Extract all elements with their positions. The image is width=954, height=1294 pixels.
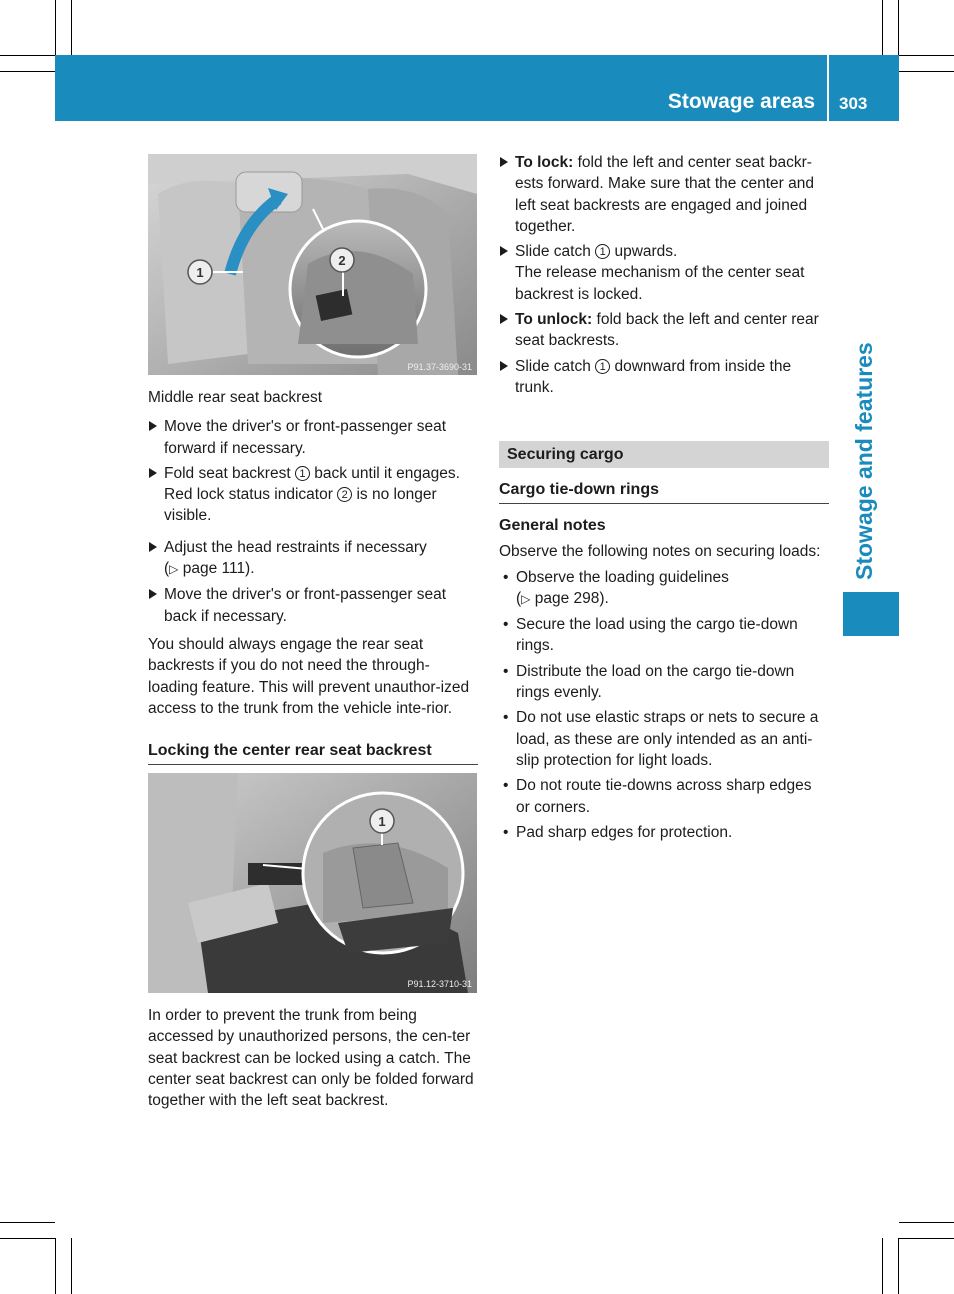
instruction-step: Slide catch 1 downward from inside the trunk.: [499, 356, 829, 399]
subheading: Cargo tie-down rings: [499, 480, 829, 504]
step-arrow-icon: [500, 314, 508, 324]
crop-mark: [71, 1238, 72, 1294]
left-column: [148, 154, 478, 1112]
step-arrow-icon: [500, 246, 508, 256]
crop-mark: [0, 1222, 55, 1223]
instruction-step: Fold seat backrest 1 back until it engages. Red lock status indicator 2 is no longer visible.: [148, 463, 478, 527]
crop-mark: [899, 1222, 954, 1223]
bullet-icon: •: [503, 662, 509, 680]
crop-mark: [882, 0, 883, 55]
callout-1-label: 1: [378, 814, 386, 830]
instruction-step: Slide catch 1 upwards. The release mechanism of the center seat backrest is locked.: [499, 241, 829, 305]
catch-illustration: [148, 773, 477, 993]
note-item: • Secure the load using the cargo tie-down rings.: [503, 616, 798, 655]
instruction-step: Adjust the head restraints if necessary (▷ page 111).: [148, 537, 478, 581]
bullet-icon: •: [503, 823, 509, 841]
instruction-step: Move the driver's or front-passenger seat forward if necessary.: [148, 416, 478, 459]
bullet-icon: •: [503, 616, 509, 634]
crop-mark: [0, 55, 55, 56]
instruction-step: Move the driver's or front-passenger seat back if necessary.: [148, 584, 478, 627]
header-divider: [827, 55, 829, 121]
step-arrow-icon: [149, 421, 157, 431]
notes-heading: General notes: [499, 517, 606, 535]
crop-mark: [55, 1238, 56, 1294]
body-paragraph: In order to prevent the trunk from being accessed by unauthorized persons, the cen-ter seat backrest can be locked using a catch. The center seat backrest can only be folded forward together with the left seat backrest.: [148, 1007, 474, 1110]
chapter-tab-label: Stowage and features: [851, 342, 877, 580]
instruction-step: To lock: fold the left and center seat backr-ests forward. Make sure that the center and left seat backrests are engaged and joined together.: [499, 152, 829, 237]
figure-caption: Middle rear seat backrest: [148, 389, 323, 406]
callout-2-label: 2: [338, 253, 346, 268]
notes-list: [499, 567, 829, 844]
bullet-icon: •: [503, 777, 509, 795]
note-item: • Distribute the load on the cargo tie-down rings evenly.: [503, 662, 795, 702]
crop-mark: [882, 1238, 883, 1294]
crop-mark: [0, 1238, 55, 1239]
note-item: • Do not route tie-downs across sharp edges or corners.: [503, 777, 812, 816]
page-ref-icon: ▷: [169, 562, 179, 577]
callout-ref: 1: [295, 466, 310, 481]
note-item: • Pad sharp edges for protection.: [499, 822, 829, 843]
crop-mark: [899, 55, 954, 56]
bullet-icon: •: [503, 568, 509, 586]
subheading: Locking the center rear seat backrest: [148, 741, 478, 765]
page-header: [55, 55, 899, 121]
note-item: • Do not use elastic straps or nets to secure a load, as these are only intended as an anti-slip protection for light loads.: [503, 709, 819, 769]
step-arrow-icon: [149, 542, 157, 552]
instruction-step: To unlock: fold back the left and center rear seat backrests.: [499, 309, 829, 352]
crop-mark: [899, 71, 954, 72]
step-arrow-icon: [149, 589, 157, 599]
callout-ref: 2: [337, 487, 352, 502]
callout-1-label: 1: [196, 265, 204, 280]
figure-code: P91.37-3690-31: [407, 362, 472, 372]
rear-seat-backrest-photo: [148, 154, 477, 375]
instruction-list: [499, 152, 829, 398]
rear-seat-illustration: [148, 154, 477, 375]
step-arrow-icon: [500, 157, 508, 167]
right-column: [499, 152, 829, 843]
crop-mark: [0, 71, 55, 72]
section-title: Stowage areas: [667, 90, 815, 113]
note-item: • Observe the loading guidelines (▷ page 298).: [503, 568, 729, 607]
instruction-list: [148, 416, 478, 627]
crop-mark: [898, 0, 899, 55]
callout-ref: 1: [595, 244, 610, 259]
page-ref-icon: ▷: [521, 591, 531, 606]
callout-ref: 1: [595, 359, 610, 374]
figure-code: P91.12-3710-31: [407, 979, 472, 990]
crop-mark: [71, 0, 72, 55]
page-ref-link[interactable]: page 298).: [530, 589, 609, 607]
center-backrest-catch-photo: [148, 773, 477, 993]
bullet-icon: •: [503, 709, 509, 727]
step-arrow-icon: [149, 468, 157, 478]
notes-intro: Observe the following notes on securing loads:: [499, 543, 821, 561]
crop-mark: [899, 1238, 954, 1239]
crop-mark: [55, 0, 56, 55]
page-number: 303: [839, 94, 868, 113]
section-heading: Securing cargo: [499, 441, 829, 468]
crop-mark: [898, 1238, 899, 1294]
body-paragraph: You should always engage the rear seat backrests if you do not need the through-loading feature. This will prevent unauthor-ized access to the trunk from the vehicle inte-rior.: [148, 635, 470, 717]
step-arrow-icon: [500, 361, 508, 371]
page-ref-link[interactable]: page 111).: [178, 560, 255, 578]
chapter-tab-marker: [843, 592, 899, 636]
